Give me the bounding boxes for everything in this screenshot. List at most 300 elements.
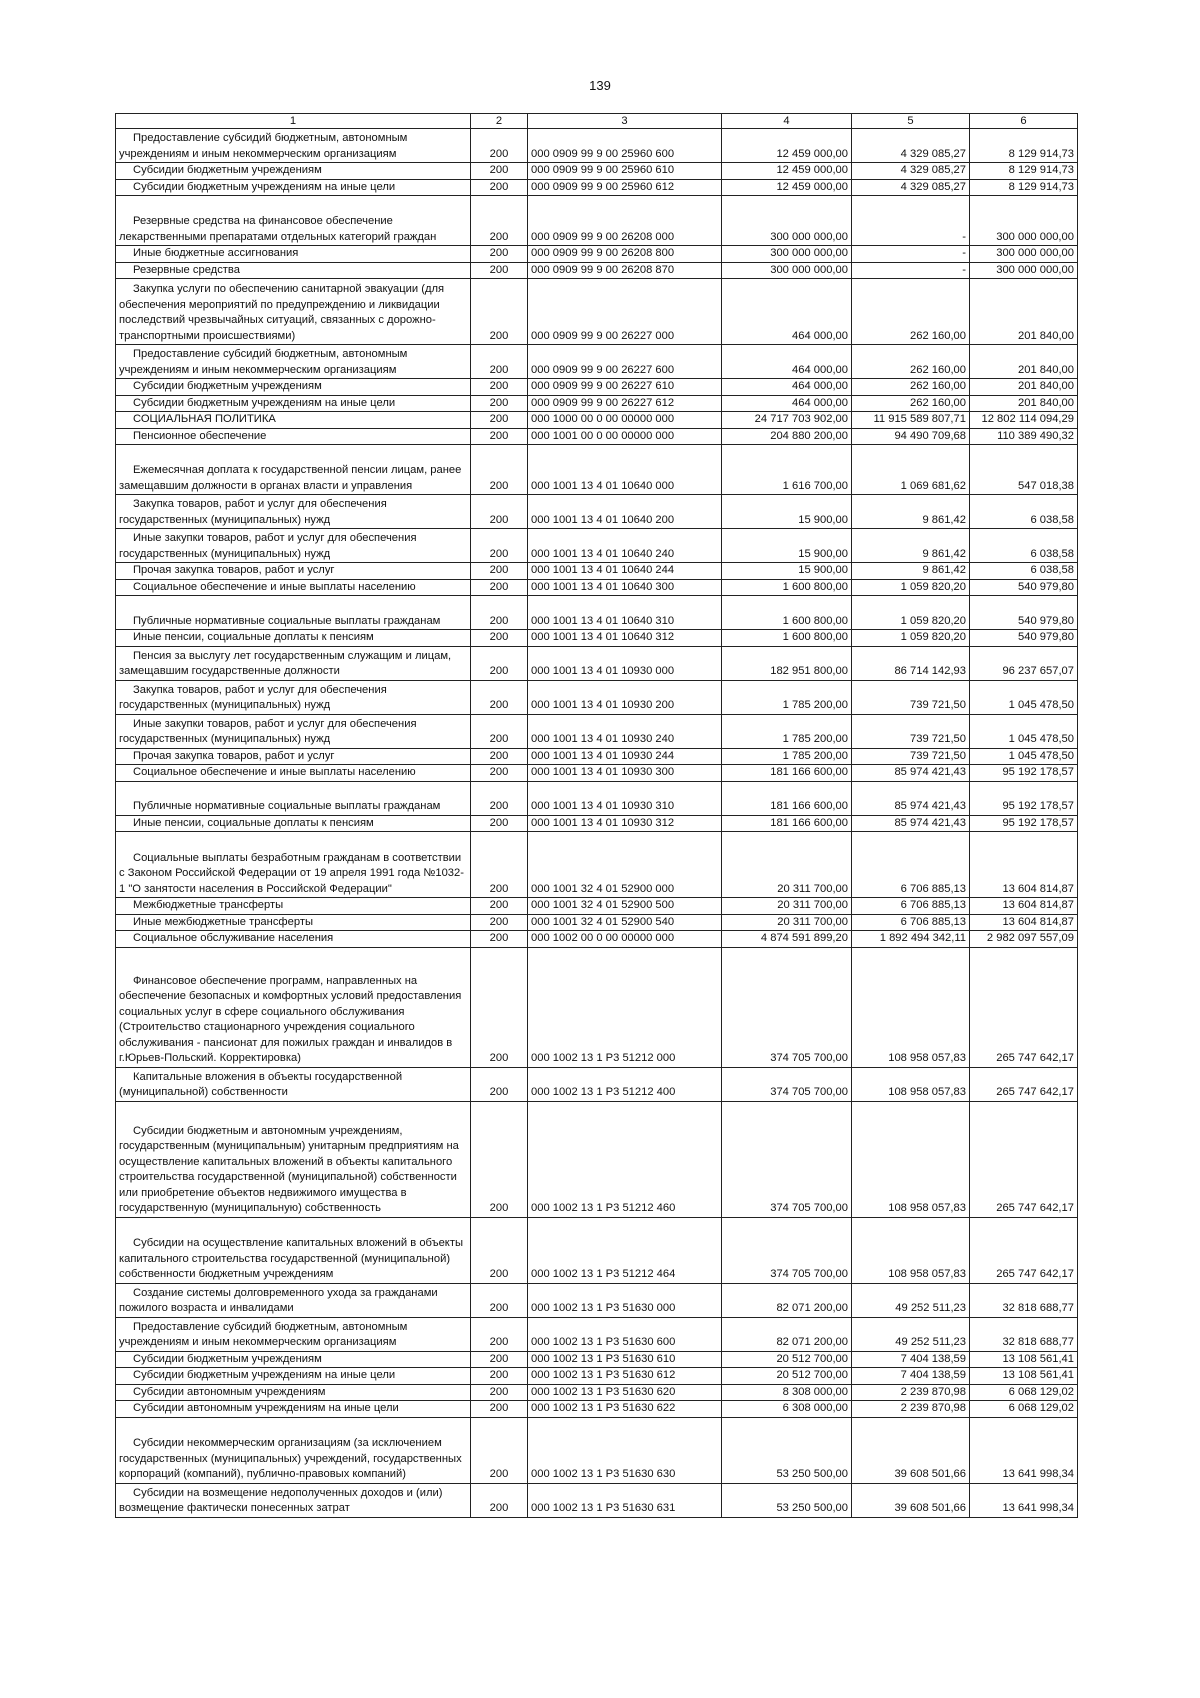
row-name-text: Субсидии автономным учреждениям на иные цели <box>133 1402 399 1414</box>
row-value-col5: 11 915 589 807,71 <box>852 412 970 429</box>
row-value-col5: 1 892 494 342,11 <box>852 931 970 948</box>
column-header: 5 <box>852 114 970 129</box>
row-value-col5: 9 861,42 <box>852 529 970 563</box>
row-value-col6: 32 818 688,77 <box>970 1283 1078 1317</box>
row-code: 200 <box>471 781 528 815</box>
row-budget-code: 000 1001 13 4 01 10640 240 <box>528 529 722 563</box>
row-name <box>116 246 471 263</box>
row-code: 200 <box>471 379 528 396</box>
row-value-col5: 108 958 057,83 <box>852 947 970 1067</box>
row-name-text: Иные закупки товаров, работ и услуг для обеспечения государственных (муниципальных) нужд <box>119 532 417 560</box>
row-budget-code: 000 1001 32 4 01 52900 540 <box>528 914 722 931</box>
row-value-col4: 300 000 000,00 <box>722 262 852 279</box>
row-budget-code: 000 1001 32 4 01 52900 000 <box>528 832 722 898</box>
table-row <box>116 1317 1078 1351</box>
table-row <box>116 714 1078 748</box>
row-name-text: Субсидии некоммерческим организациям (за исключением государственных (муниципальных) учреждений, государственных корпораций (компаний), публично-правовых компаний) <box>119 1437 462 1480</box>
row-value-col6: 13 604 814,87 <box>970 832 1078 898</box>
row-name <box>116 428 471 445</box>
row-value-col4: 1 616 700,00 <box>722 445 852 495</box>
row-name <box>116 914 471 931</box>
row-budget-code: 000 1002 13 1 P3 51630 620 <box>528 1384 722 1401</box>
row-value-col5: 2 239 870,98 <box>852 1401 970 1418</box>
row-budget-code: 000 1001 13 4 01 10640 200 <box>528 495 722 529</box>
row-value-col4: 20 512 700,00 <box>722 1368 852 1385</box>
row-value-col6: 201 840,00 <box>970 345 1078 379</box>
row-name-text: Закупка услуги по обеспечению санитарной эвакуации (для обеспечения мероприятий по предупреждению и ликвидации последствий чрезвычайных ситуаций, связанных с дорожно-транспортными происшествиями) <box>119 283 445 342</box>
row-name-text: Ежемесячная доплата к государственной пенсии лицам, ранее замещавшим должности в органах власти и управления <box>119 464 462 492</box>
row-value-col6: 6 068 129,02 <box>970 1384 1078 1401</box>
row-name-text: Закупка товаров, работ и услуг для обеспечения государственных (муниципальных) нужд <box>119 498 387 526</box>
table-row <box>116 529 1078 563</box>
row-code: 200 <box>471 196 528 246</box>
row-name-text: Иные пенсии, социальные доплаты к пенсиям <box>133 631 374 643</box>
row-budget-code: 000 0909 99 9 00 26227 000 <box>528 279 722 345</box>
table-row <box>116 832 1078 898</box>
row-value-col6: 540 979,80 <box>970 579 1078 596</box>
row-name-text: Финансовое обеспечение программ, направленных на обеспечение безопасных и комфортных условий предоставления социальных услуг в сфере социального обслуживания (Строительство стационарного учреждения социального обслуживания - пансионат для пожилых граждан и инвалидов в г.Юрьев-Польский. Корректировка) <box>119 974 462 1064</box>
row-value-col6: 6 038,58 <box>970 563 1078 580</box>
row-name <box>116 1384 471 1401</box>
row-value-col5: 739 721,50 <box>852 680 970 714</box>
row-value-col6: 95 192 178,57 <box>970 815 1078 832</box>
row-value-col5: 39 608 501,66 <box>852 1483 970 1517</box>
row-value-col6: 2 982 097 557,09 <box>970 931 1078 948</box>
row-budget-code: 000 0909 99 9 00 25960 612 <box>528 179 722 196</box>
row-value-col4: 374 705 700,00 <box>722 1217 852 1283</box>
table-row <box>116 395 1078 412</box>
row-value-col4: 181 166 600,00 <box>722 765 852 782</box>
row-name-text: Пенсионное обеспечение <box>133 429 267 442</box>
row-value-col6: 13 641 998,34 <box>970 1417 1078 1483</box>
row-code: 200 <box>471 1384 528 1401</box>
row-name <box>116 1067 471 1101</box>
row-code: 200 <box>471 428 528 445</box>
row-name <box>116 765 471 782</box>
table-row <box>116 129 1078 163</box>
row-name <box>116 1351 471 1368</box>
row-budget-code: 000 1001 13 4 01 10640 312 <box>528 630 722 647</box>
row-value-col6: 32 818 688,77 <box>970 1317 1078 1351</box>
row-value-col5: 108 958 057,83 <box>852 1217 970 1283</box>
row-code: 200 <box>471 1368 528 1385</box>
row-value-col4: 374 705 700,00 <box>722 947 852 1067</box>
row-value-col4: 4 874 591 899,20 <box>722 931 852 948</box>
row-budget-code: 000 1001 13 4 01 10640 244 <box>528 563 722 580</box>
column-header: 2 <box>471 114 528 129</box>
row-value-col5: 6 706 885,13 <box>852 914 970 931</box>
row-code: 200 <box>471 1317 528 1351</box>
row-value-col6: 201 840,00 <box>970 395 1078 412</box>
row-value-col5: 9 861,42 <box>852 495 970 529</box>
row-budget-code: 000 1001 13 4 01 10930 300 <box>528 765 722 782</box>
row-code: 200 <box>471 815 528 832</box>
table-row <box>116 246 1078 263</box>
row-value-col4: 20 311 700,00 <box>722 832 852 898</box>
table-row <box>116 914 1078 931</box>
row-name <box>116 1483 471 1517</box>
table-row <box>116 445 1078 495</box>
row-value-col6: 12 802 114 094,29 <box>970 412 1078 429</box>
row-value-col6: 300 000 000,00 <box>970 246 1078 263</box>
table-row <box>116 947 1078 1067</box>
row-value-col4: 53 250 500,00 <box>722 1417 852 1483</box>
table-row <box>116 596 1078 630</box>
row-value-col6: 265 747 642,17 <box>970 1101 1078 1217</box>
table-row <box>116 765 1078 782</box>
row-value-col6: 13 108 561,41 <box>970 1351 1078 1368</box>
row-value-col6: 95 192 178,57 <box>970 781 1078 815</box>
table-row <box>116 1217 1078 1283</box>
row-code: 200 <box>471 1401 528 1418</box>
budget-table <box>115 113 1078 1518</box>
row-name-text: Субсидии бюджетным и автономным учреждениям, государственным (муниципальным) унитарным предприятиям на осуществление капитальных вложений в объекты капитального строительства государственной (муниципальной) собственности или приобретение объектов недвижимого имущества в государственную (муниципальную) собственность <box>119 1124 459 1214</box>
row-name <box>116 1217 471 1283</box>
row-name <box>116 179 471 196</box>
row-value-col5: 1 059 820,20 <box>852 630 970 647</box>
row-value-col6: 1 045 478,50 <box>970 714 1078 748</box>
row-code: 200 <box>471 947 528 1067</box>
row-value-col5: 4 329 085,27 <box>852 179 970 196</box>
row-code: 200 <box>471 579 528 596</box>
row-name <box>116 1417 471 1483</box>
row-value-col4: 464 000,00 <box>722 379 852 396</box>
row-value-col4: 1 785 200,00 <box>722 748 852 765</box>
table-body <box>116 129 1078 1518</box>
row-name-text: Социальное обеспечение и иные выплаты населению <box>133 580 416 593</box>
row-value-col4: 20 512 700,00 <box>722 1351 852 1368</box>
row-value-col6: 1 045 478,50 <box>970 748 1078 765</box>
table-row <box>116 898 1078 915</box>
row-budget-code: 000 1001 13 4 01 10930 000 <box>528 646 722 680</box>
row-value-col6: 95 192 178,57 <box>970 765 1078 782</box>
row-code: 200 <box>471 395 528 412</box>
row-name-text: Капитальные вложения в объекты государственной (муниципальной) собственности <box>119 1070 403 1098</box>
row-name-text: Создание системы долговременного ухода за гражданами пожилого возраста и инвалидами <box>119 1286 438 1314</box>
row-budget-code: 000 0909 99 9 00 25960 600 <box>528 129 722 163</box>
row-name-text: Резервные средства <box>133 263 240 276</box>
row-value-col5: 739 721,50 <box>852 714 970 748</box>
table-row <box>116 815 1078 832</box>
row-budget-code: 000 1002 13 1 P3 51630 631 <box>528 1483 722 1517</box>
row-value-col5: 2 239 870,98 <box>852 1384 970 1401</box>
row-value-col4: 181 166 600,00 <box>722 781 852 815</box>
row-name <box>116 832 471 898</box>
table-row <box>116 931 1078 948</box>
table-row <box>116 345 1078 379</box>
row-value-col5: 108 958 057,83 <box>852 1067 970 1101</box>
row-name-text: Предоставление субсидий бюджетным, автономным учреждениям и иным некоммерческим организациям <box>119 1320 408 1348</box>
row-budget-code: 000 1002 13 1 P3 51630 622 <box>528 1401 722 1418</box>
row-value-col4: 464 000,00 <box>722 345 852 379</box>
column-header: 6 <box>970 114 1078 129</box>
row-name-text: Закупка товаров, работ и услуг для обеспечения государственных (муниципальных) нужд <box>119 683 387 711</box>
table-row <box>116 262 1078 279</box>
row-budget-code: 000 1002 13 1 P3 51212 000 <box>528 947 722 1067</box>
table-row <box>116 196 1078 246</box>
row-value-col5: 6 706 885,13 <box>852 832 970 898</box>
row-value-col5: 262 160,00 <box>852 345 970 379</box>
row-name <box>116 279 471 345</box>
row-name <box>116 898 471 915</box>
row-value-col4: 6 308 000,00 <box>722 1401 852 1418</box>
table-row <box>116 781 1078 815</box>
row-value-col6: 265 747 642,17 <box>970 1067 1078 1101</box>
row-budget-code: 000 0909 99 9 00 26208 000 <box>528 196 722 246</box>
row-value-col5: 94 490 709,68 <box>852 428 970 445</box>
row-value-col6: 8 129 914,73 <box>970 129 1078 163</box>
row-value-col5: - <box>852 196 970 246</box>
table-row <box>116 279 1078 345</box>
row-budget-code: 000 1001 13 4 01 10930 240 <box>528 714 722 748</box>
row-value-col4: 82 071 200,00 <box>722 1317 852 1351</box>
row-name-text: Межбюджетные трансферты <box>133 899 284 911</box>
row-budget-code: 000 1001 00 0 00 00000 000 <box>528 428 722 445</box>
table-row <box>116 1368 1078 1385</box>
row-value-col5: 108 958 057,83 <box>852 1101 970 1217</box>
row-code: 200 <box>471 596 528 630</box>
row-value-col5: 7 404 138,59 <box>852 1351 970 1368</box>
row-code: 200 <box>471 1101 528 1217</box>
row-name-text: Субсидии бюджетным учреждениям <box>133 380 322 392</box>
row-code: 200 <box>471 898 528 915</box>
row-value-col5: 7 404 138,59 <box>852 1368 970 1385</box>
row-name-text: Социальное обслуживание населения <box>133 932 334 944</box>
row-value-col5: - <box>852 246 970 263</box>
row-value-col5: 49 252 511,23 <box>852 1317 970 1351</box>
row-value-col6: 110 389 490,32 <box>970 428 1078 445</box>
row-code: 200 <box>471 1351 528 1368</box>
row-value-col4: 374 705 700,00 <box>722 1067 852 1101</box>
row-name <box>116 495 471 529</box>
row-code: 200 <box>471 765 528 782</box>
row-value-col6: 540 979,80 <box>970 630 1078 647</box>
table-row <box>116 563 1078 580</box>
row-code: 200 <box>471 1483 528 1517</box>
row-value-col4: 82 071 200,00 <box>722 1283 852 1317</box>
table-row <box>116 1483 1078 1517</box>
row-code: 200 <box>471 345 528 379</box>
row-name <box>116 529 471 563</box>
row-code: 200 <box>471 129 528 163</box>
row-name-text: Прочая закупка товаров, работ и услуг <box>133 749 335 762</box>
row-value-col5: 262 160,00 <box>852 379 970 396</box>
table-row <box>116 630 1078 647</box>
table-row <box>116 1351 1078 1368</box>
row-value-col6: 6 068 129,02 <box>970 1401 1078 1418</box>
column-header: 4 <box>722 114 852 129</box>
row-name <box>116 379 471 396</box>
row-budget-code: 000 1001 13 4 01 10930 200 <box>528 680 722 714</box>
row-name <box>116 395 471 412</box>
row-code: 200 <box>471 1417 528 1483</box>
row-value-col6: 6 038,58 <box>970 529 1078 563</box>
row-value-col4: 300 000 000,00 <box>722 246 852 263</box>
table-row <box>116 495 1078 529</box>
row-name-text: Субсидии на осуществление капитальных вложений в объекты капитального строительства государственной (муниципальной) собственности бюджетным учреждениям <box>119 1237 463 1280</box>
row-name-text: Резервные средства на финансовое обеспечение лекарственными препаратами отдельных категорий граждан <box>119 215 437 243</box>
row-code: 200 <box>471 279 528 345</box>
row-value-col6: 13 641 998,34 <box>970 1483 1078 1517</box>
row-value-col4: 464 000,00 <box>722 395 852 412</box>
row-value-col5: 4 329 085,27 <box>852 129 970 163</box>
row-name-text: Иные межбюджетные трансферты <box>133 915 313 928</box>
row-value-col5: 86 714 142,93 <box>852 646 970 680</box>
row-value-col4: 8 308 000,00 <box>722 1384 852 1401</box>
table-row <box>116 680 1078 714</box>
table-row <box>116 1401 1078 1418</box>
row-code: 200 <box>471 1067 528 1101</box>
row-code: 200 <box>471 262 528 279</box>
row-name-text: Субсидии бюджетным учреждениям на иные цели <box>133 1369 396 1381</box>
row-budget-code: 000 1001 13 4 01 10640 300 <box>528 579 722 596</box>
row-name <box>116 1368 471 1385</box>
row-name <box>116 947 471 1067</box>
row-value-col5: 85 974 421,43 <box>852 781 970 815</box>
row-name <box>116 163 471 180</box>
row-value-col5: 6 706 885,13 <box>852 898 970 915</box>
row-name <box>116 563 471 580</box>
row-value-col4: 1 600 800,00 <box>722 596 852 630</box>
row-budget-code: 000 1001 13 4 01 10640 310 <box>528 596 722 630</box>
row-value-col4: 53 250 500,00 <box>722 1483 852 1517</box>
row-budget-code: 000 1002 13 1 P3 51630 610 <box>528 1351 722 1368</box>
row-value-col4: 1 600 800,00 <box>722 630 852 647</box>
table-row <box>116 1384 1078 1401</box>
row-code: 200 <box>471 630 528 647</box>
row-value-col6: 8 129 914,73 <box>970 179 1078 196</box>
row-name <box>116 1283 471 1317</box>
row-value-col5: - <box>852 262 970 279</box>
row-name-text: Субсидии бюджетным учреждениям <box>133 164 322 176</box>
row-value-col5: 1 059 820,20 <box>852 579 970 596</box>
row-name <box>116 262 471 279</box>
table-row <box>116 748 1078 765</box>
row-name-text: Субсидии на возмещение недополученных доходов и (или) возмещение фактически понесенных затрат <box>119 1486 443 1514</box>
row-value-col4: 300 000 000,00 <box>722 196 852 246</box>
row-value-col6: 300 000 000,00 <box>970 262 1078 279</box>
row-value-col6: 201 840,00 <box>970 379 1078 396</box>
row-name <box>116 196 471 246</box>
table-row <box>116 646 1078 680</box>
row-value-col5: 262 160,00 <box>852 279 970 345</box>
row-name-text: СОЦИАЛЬНАЯ ПОЛИТИКА <box>133 413 276 425</box>
row-code: 200 <box>471 495 528 529</box>
row-budget-code: 000 0909 99 9 00 26208 870 <box>528 262 722 279</box>
row-value-col6: 13 604 814,87 <box>970 914 1078 931</box>
row-value-col5: 39 608 501,66 <box>852 1417 970 1483</box>
row-budget-code: 000 1002 13 1 P3 51630 600 <box>528 1317 722 1351</box>
row-value-col4: 1 785 200,00 <box>722 714 852 748</box>
row-name-text: Иные пенсии, социальные доплаты к пенсиям <box>133 816 374 829</box>
row-name-text: Субсидии бюджетным учреждениям на иные цели <box>133 396 396 409</box>
table-row <box>116 412 1078 429</box>
row-name <box>116 714 471 748</box>
row-name <box>116 345 471 379</box>
row-value-col4: 1 785 200,00 <box>722 680 852 714</box>
row-name-text: Субсидии бюджетным учреждениям на иные цели <box>133 180 396 193</box>
row-name-text: Прочая закупка товаров, работ и услуг <box>133 564 335 576</box>
row-value-col4: 182 951 800,00 <box>722 646 852 680</box>
row-budget-code: 000 1001 13 4 01 10930 244 <box>528 748 722 765</box>
row-budget-code: 000 1002 13 1 P3 51212 400 <box>528 1067 722 1101</box>
row-budget-code: 000 0909 99 9 00 25960 610 <box>528 163 722 180</box>
row-name <box>116 630 471 647</box>
row-name-text: Публичные нормативные социальные выплаты гражданам <box>133 614 441 627</box>
row-value-col6: 96 237 657,07 <box>970 646 1078 680</box>
row-code: 200 <box>471 412 528 429</box>
row-name <box>116 815 471 832</box>
row-name-text: Предоставление субсидий бюджетным, автономным учреждениям и иным некоммерческим организациям <box>119 348 408 376</box>
row-budget-code: 000 1001 13 4 01 10640 000 <box>528 445 722 495</box>
row-name <box>116 1401 471 1418</box>
row-budget-code: 000 1002 13 1 P3 51630 630 <box>528 1417 722 1483</box>
row-value-col6: 265 747 642,17 <box>970 947 1078 1067</box>
row-code: 200 <box>471 680 528 714</box>
row-code: 200 <box>471 714 528 748</box>
row-name <box>116 1101 471 1217</box>
row-value-col4: 374 705 700,00 <box>722 1101 852 1217</box>
row-value-col4: 204 880 200,00 <box>722 428 852 445</box>
row-value-col4: 15 900,00 <box>722 495 852 529</box>
row-name-text: Иные бюджетные ассигнования <box>133 247 299 259</box>
row-code: 200 <box>471 163 528 180</box>
row-name-text: Пенсия за выслугу лет государственным служащим и лицам, замещавшим государственные должности <box>119 649 452 677</box>
row-budget-code: 000 0909 99 9 00 26227 610 <box>528 379 722 396</box>
row-value-col5: 49 252 511,23 <box>852 1283 970 1317</box>
page-number: 139 <box>589 78 611 93</box>
row-code: 200 <box>471 179 528 196</box>
row-value-col4: 12 459 000,00 <box>722 129 852 163</box>
table-row <box>116 579 1078 596</box>
row-value-col6: 13 108 561,41 <box>970 1368 1078 1385</box>
row-value-col5: 4 329 085,27 <box>852 163 970 180</box>
row-name <box>116 931 471 948</box>
row-value-col4: 464 000,00 <box>722 279 852 345</box>
row-budget-code: 000 1000 00 0 00 00000 000 <box>528 412 722 429</box>
row-name-text: Субсидии бюджетным учреждениям <box>133 1352 322 1365</box>
row-value-col5: 1 069 681,62 <box>852 445 970 495</box>
row-name <box>116 680 471 714</box>
table-row <box>116 379 1078 396</box>
row-code: 200 <box>471 445 528 495</box>
row-value-col4: 20 311 700,00 <box>722 898 852 915</box>
row-code: 200 <box>471 914 528 931</box>
row-code: 200 <box>471 646 528 680</box>
row-budget-code: 000 1001 13 4 01 10930 310 <box>528 781 722 815</box>
table-row <box>116 1101 1078 1217</box>
row-budget-code: 000 1002 13 1 P3 51212 460 <box>528 1101 722 1217</box>
row-value-col6: 300 000 000,00 <box>970 196 1078 246</box>
row-value-col6: 547 018,38 <box>970 445 1078 495</box>
row-name-text: Социальные выплаты безработным гражданам в соответствии с Законом Российской Федерации от 19 апреля 1991 года №1032-1 "О занятости населения в Российской Федерации" <box>119 851 464 895</box>
row-name-text: Социальное обеспечение и иные выплаты населению <box>133 766 416 778</box>
row-budget-code: 000 1002 13 1 P3 51212 464 <box>528 1217 722 1283</box>
row-value-col4: 1 600 800,00 <box>722 579 852 596</box>
table-row <box>116 428 1078 445</box>
row-value-col6: 13 604 814,87 <box>970 898 1078 915</box>
row-value-col6: 201 840,00 <box>970 279 1078 345</box>
row-value-col4: 24 717 703 902,00 <box>722 412 852 429</box>
row-code: 200 <box>471 1283 528 1317</box>
row-code: 200 <box>471 832 528 898</box>
row-code: 200 <box>471 529 528 563</box>
row-value-col5: 9 861,42 <box>852 563 970 580</box>
row-name-text: Иные закупки товаров, работ и услуг для обеспечения государственных (муниципальных) нужд <box>119 717 417 745</box>
row-value-col5: 739 721,50 <box>852 748 970 765</box>
row-value-col6: 540 979,80 <box>970 596 1078 630</box>
table-row <box>116 163 1078 180</box>
